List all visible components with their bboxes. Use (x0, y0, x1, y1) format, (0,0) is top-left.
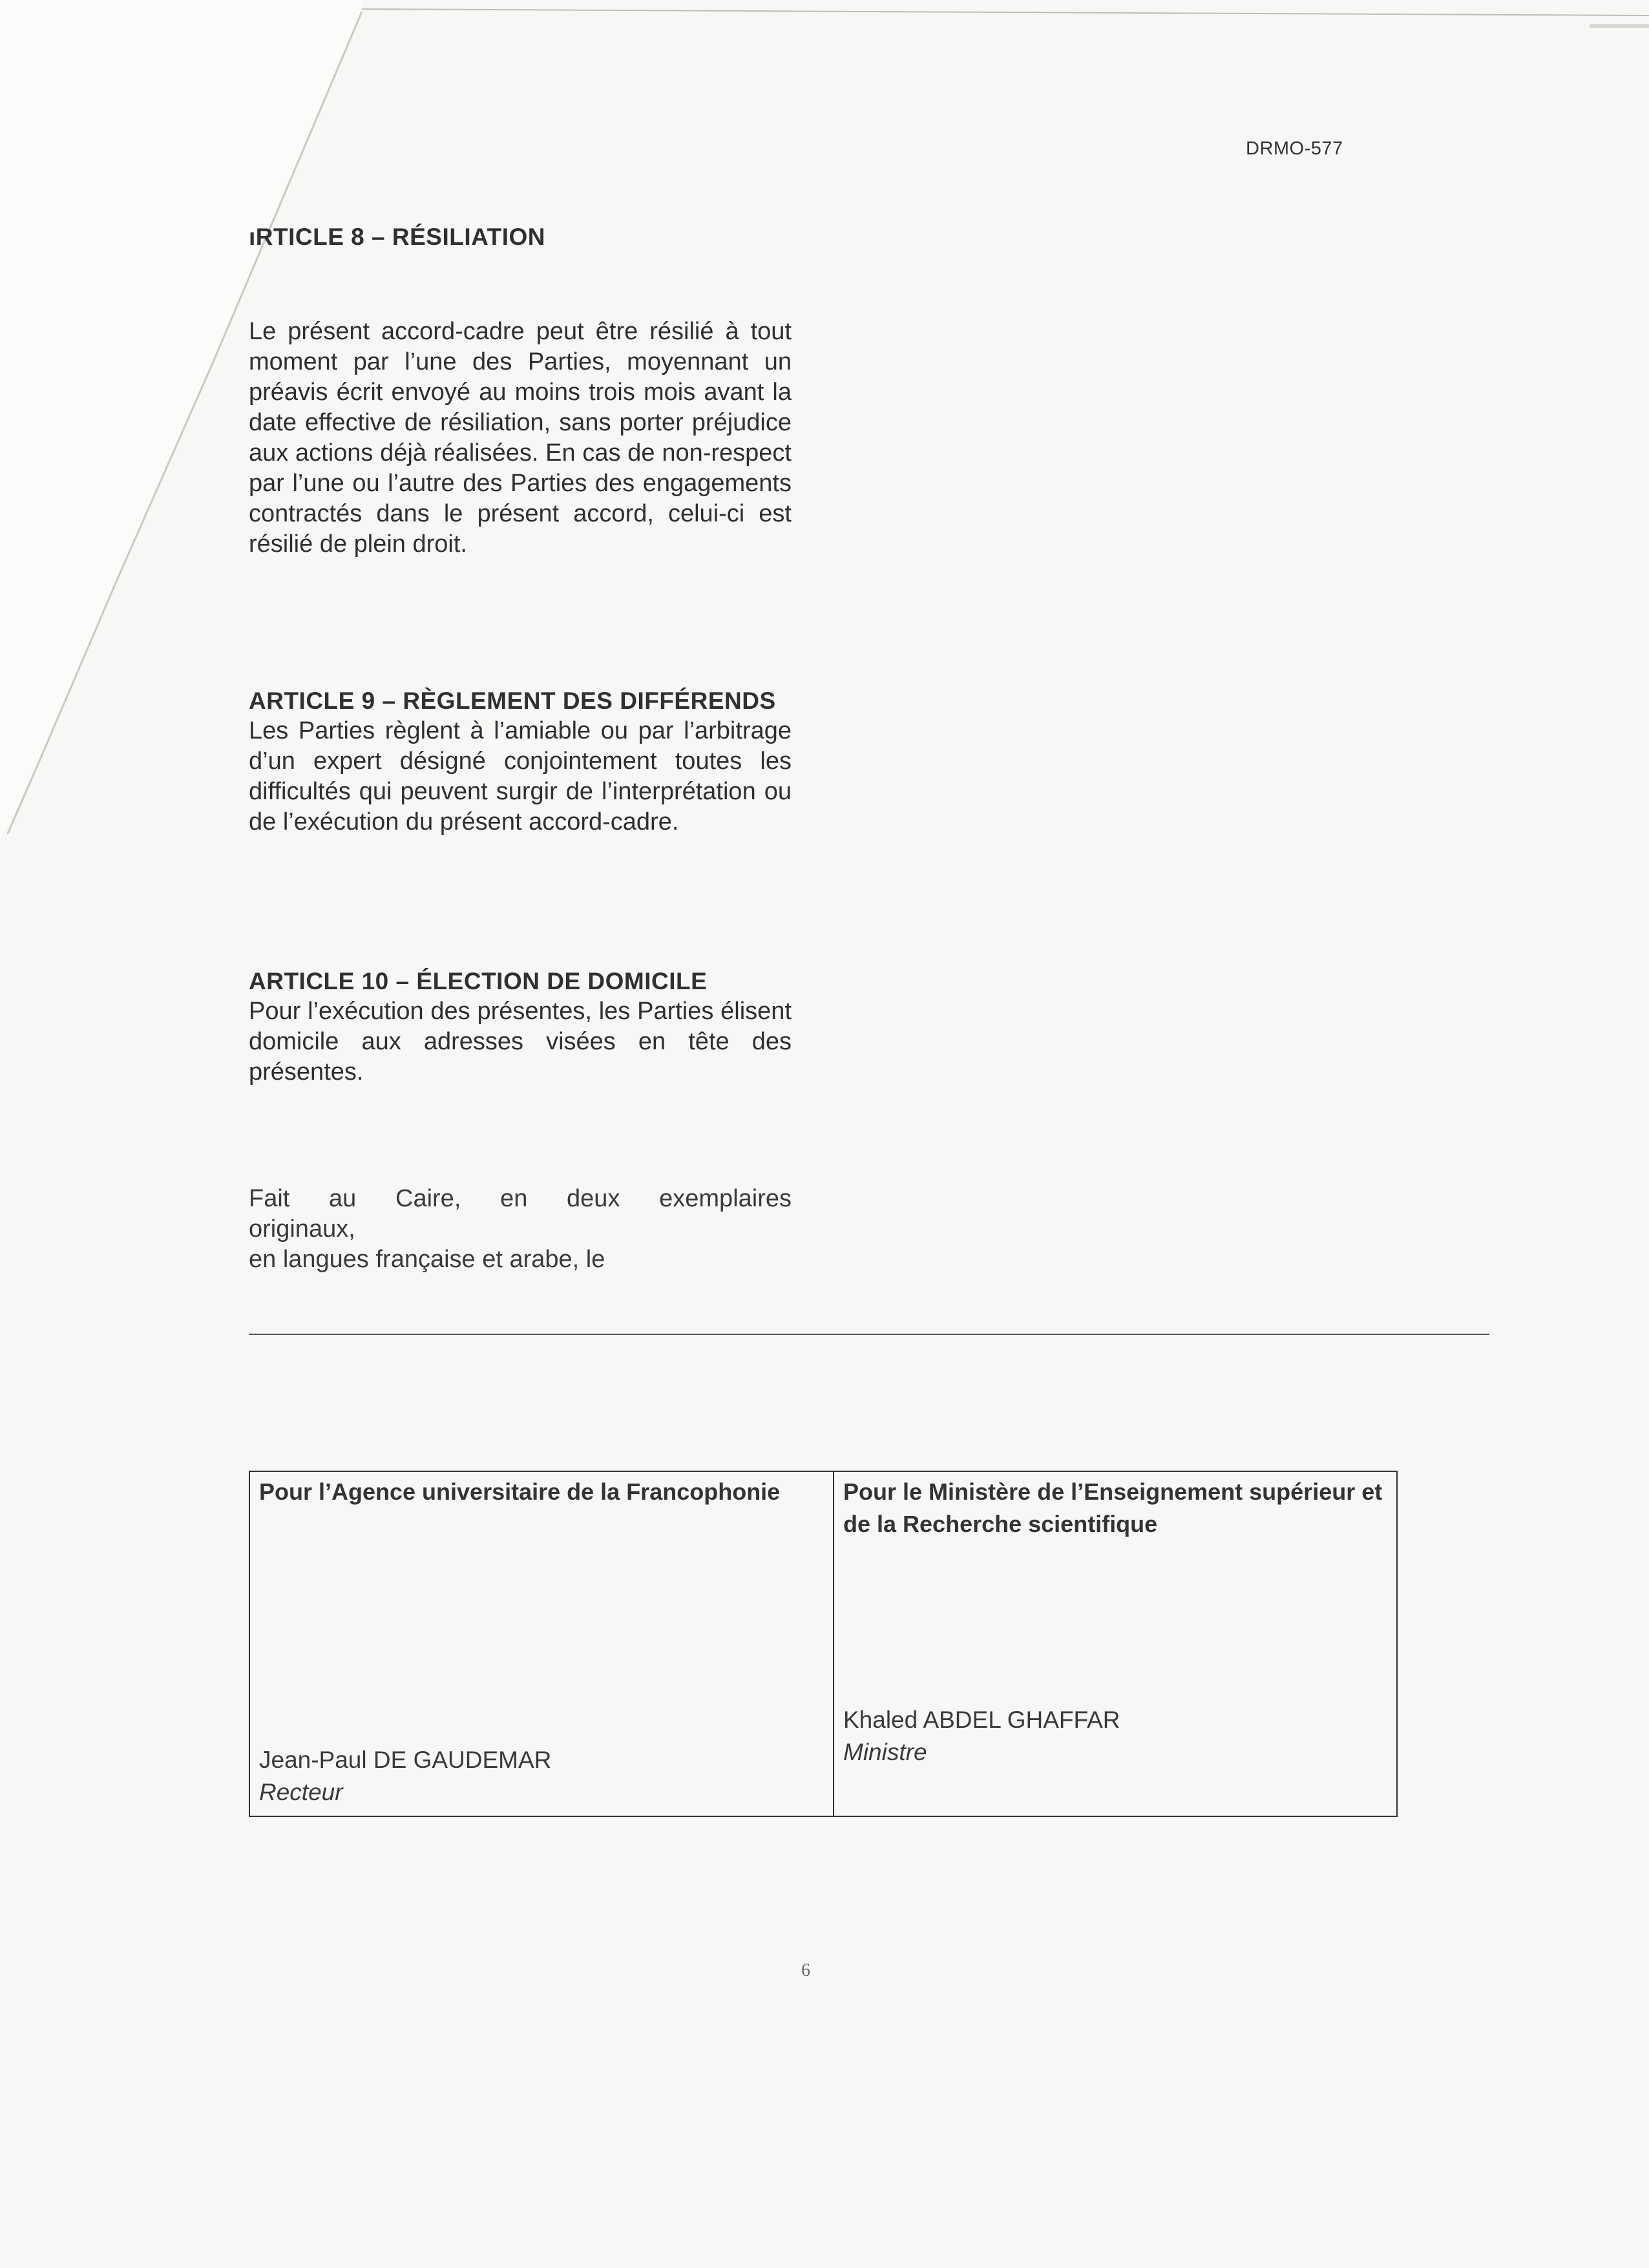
signature-cell-ministry (834, 1472, 1396, 1816)
signatory-name: Jean-Paul DE GAUDEMAR (259, 1747, 552, 1773)
article-8-title: ıRTICLE 8 – RÉSILIATION (249, 224, 545, 250)
page-number: 6 (801, 1960, 810, 1980)
signatory-organization: Pour l’Agence universitaire de la Francophonie (259, 1478, 781, 1505)
document-reference: DRMO-577 (1246, 138, 1343, 159)
closing-line-2: originaux, (249, 1215, 355, 1243)
article-8-body: Le présent accord-cadre peut être résilié à tout moment par l’une des Parties, moyennant un préavis écrit envoyé au moins trois mois avant la date effective de résiliation, sans porter préjudice aux actions déjà réalisées. En cas de non-respect par l’une ou l’autre des Parties des engagements contractés dans le présent accord, celui-ci est résilié de plein droit. (249, 318, 792, 558)
signatory-title: Ministre (843, 1739, 927, 1765)
signature-table (249, 1471, 1398, 1817)
closing-line-3: en langues française et arabe, le (249, 1246, 605, 1273)
article-10 (249, 967, 792, 1087)
closing-line-1: Fait au Caire, en deux exemplaires (249, 1185, 792, 1212)
article-10-title: ARTICLE 10 – ÉLECTION DE DOMICILE (249, 968, 708, 994)
signatory-title: Recteur (259, 1779, 343, 1805)
separator-line (249, 1334, 1489, 1335)
closing-statement (249, 1184, 792, 1275)
article-9-title: ARTICLE 9 – RÈGLEMENT DES DIFFÉRENDS (249, 688, 776, 714)
article-9 (249, 686, 792, 837)
article-8 (249, 222, 792, 560)
article-10-body: Pour l’exécution des présentes, les Parties élisent domicile aux adresses visées en tête des présentes. (249, 998, 792, 1086)
article-9-body: Les Parties règlent à l’amiable ou par l’arbitrage d’un expert désigné conjointement toutes les difficultés qui peuvent surgir de l’interprétation ou de l’exécution du présent accord-cadre. (249, 717, 792, 835)
signature-cell-auf (250, 1472, 834, 1816)
signatory-organization: Pour le Ministère de l’Enseignement supérieur et de la Recherche scientifique (843, 1478, 1383, 1537)
signatory-name: Khaled ABDEL GHAFFAR (843, 1706, 1120, 1733)
